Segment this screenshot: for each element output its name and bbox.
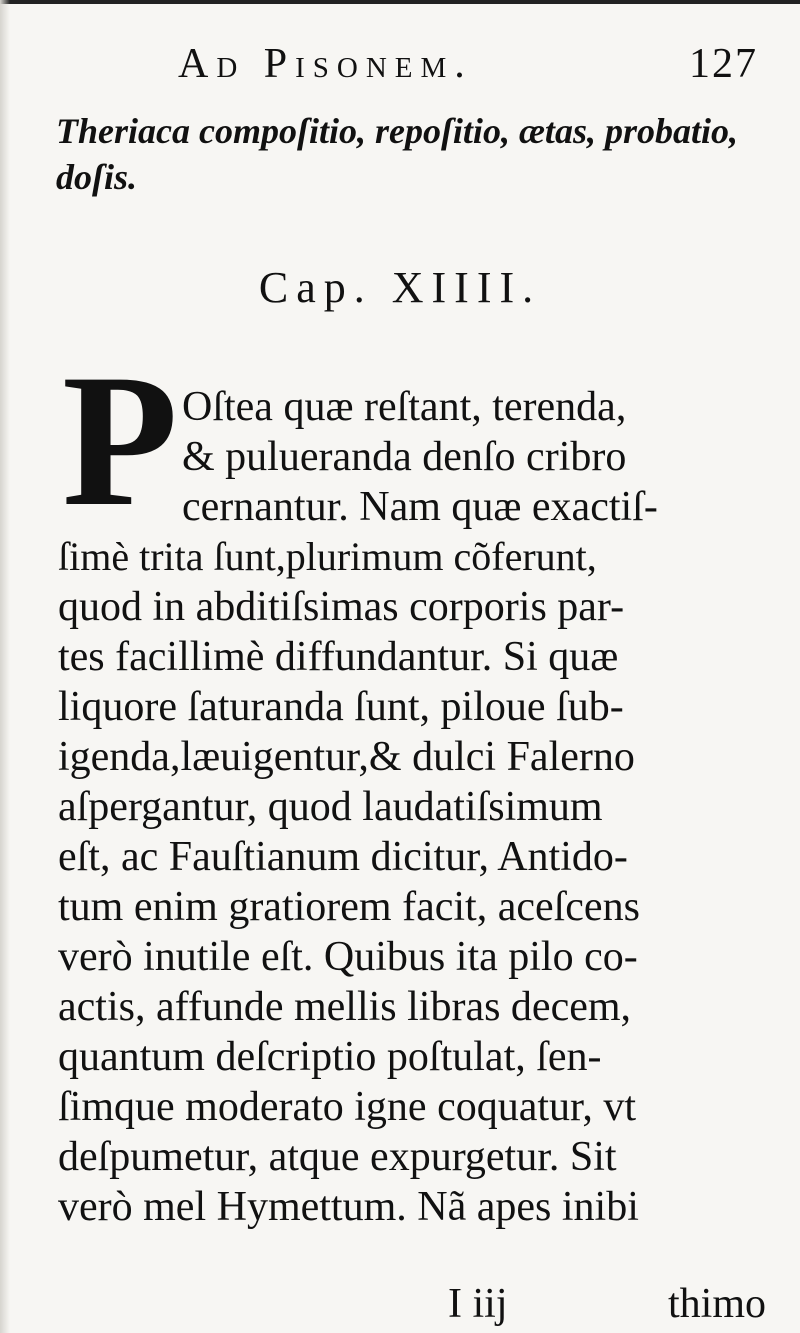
text-line: cernantur. Nam quæ exactiſ- <box>182 484 658 530</box>
page-number: 127 <box>689 41 758 87</box>
text-line: verò mel Hymettum. Nã apes inibi <box>58 1184 639 1230</box>
drop-cap: P <box>62 336 179 546</box>
signature-mark: I iij <box>448 1281 508 1327</box>
page-gutter-shadow <box>0 0 10 1333</box>
text-line: actis, affunde mellis libras decem, <box>58 984 632 1030</box>
text-line: tum enim gratiorem facit, aceſcens <box>58 884 640 930</box>
text-line: verò inutile eſt. Quibus ita pilo co- <box>58 934 638 980</box>
text-line: quod in abditiſsimas corporis par- <box>58 584 625 630</box>
text-line: liquore ſaturanda ſunt, piloue ſub- <box>58 684 624 730</box>
running-title: Ad Pisonem. <box>178 41 473 87</box>
text-line: ſimque moderato igne coquatur, vt <box>58 1084 636 1130</box>
text-line: quantum deſcriptio poſtulat, ſen- <box>58 1034 602 1080</box>
chapter-subtitle: Theriaca compoſitio, repoſitio, ætas, probatio, doſis. <box>56 111 738 197</box>
text-line: Oſtea quæ reſtant, terenda, <box>182 384 627 430</box>
catchword: thimo <box>667 1281 766 1327</box>
text-line: deſpumetur, atque expurgetur. Sit <box>58 1134 617 1180</box>
text-line: & pulueranda denſo cribro <box>182 434 627 480</box>
page-top-border <box>0 0 800 4</box>
running-head <box>178 40 758 100</box>
text-line: eſt, ac Fauſtianum dicitur, Antido- <box>58 834 628 880</box>
text-line: aſpergantur, quod laudatiſsimum <box>58 784 603 830</box>
text-line: tes facillimè diffundantur. Si quæ <box>58 634 619 680</box>
text-line: ſimè trita ſunt,plurimum cõferunt, <box>58 534 597 579</box>
chapter-heading: Cap. XIIII. <box>258 263 542 312</box>
text-line: igenda,læuigentur,& dulci Falerno <box>58 734 635 780</box>
